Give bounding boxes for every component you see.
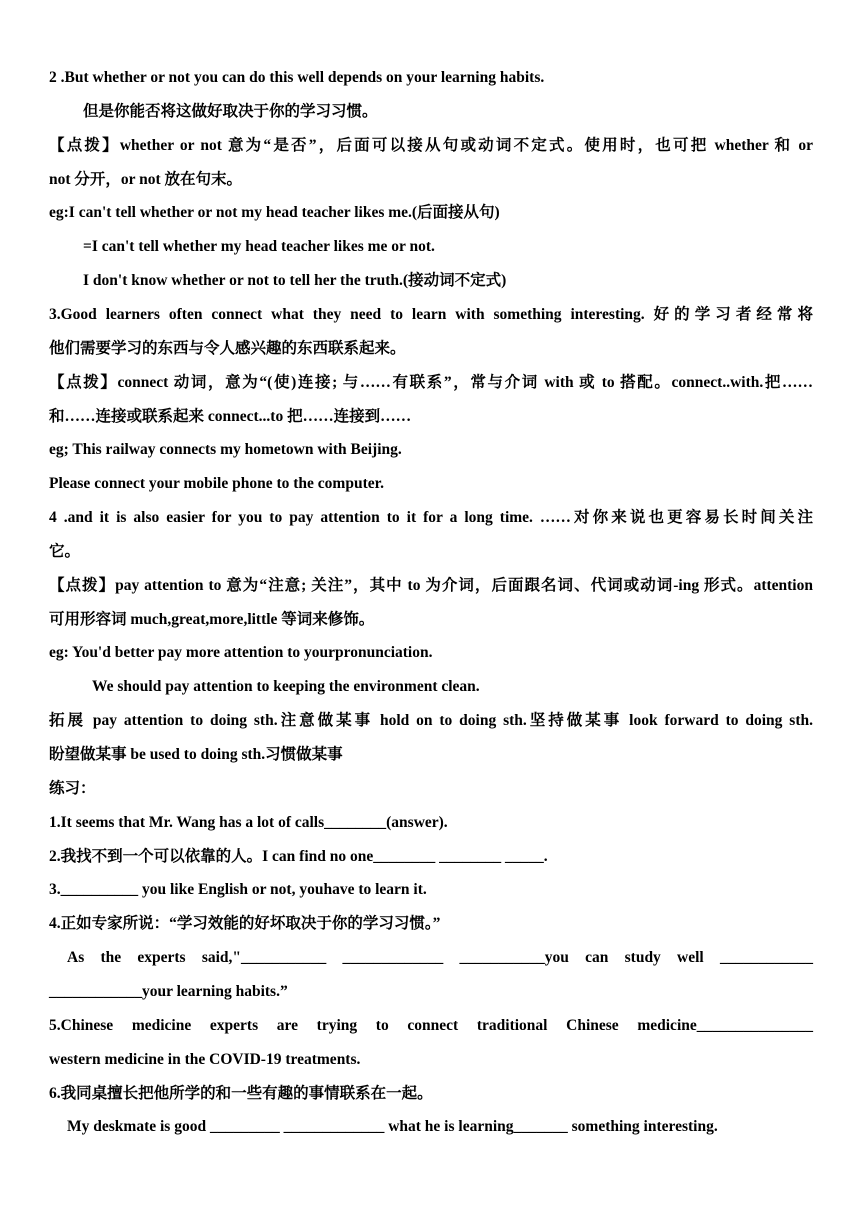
text-line: 5.Chinese medicine experts are trying to connect traditional Chinese medicine_______________ bbox=[49, 1017, 813, 1034]
text-line: not 分开，or not 放在句末。 bbox=[49, 171, 243, 188]
text-line: 【点拨】pay attention to 意为“注意; 关注”，其中 to 为介词，后面跟名词、代词或动词-ing 形式。attention bbox=[49, 577, 813, 594]
text-line: 但是你能否将这做好取决于你的学习习惯。 bbox=[83, 103, 378, 120]
text-line: 练习： bbox=[49, 780, 96, 797]
text-line: eg; This railway connects my hometown with Beijing. bbox=[49, 441, 402, 458]
text-line: 它。 bbox=[49, 543, 81, 560]
text-line: I don't know whether or not to tell her the truth.(接动词不定式) bbox=[83, 272, 507, 289]
text-line: western medicine in the COVID-19 treatments. bbox=[49, 1051, 361, 1068]
text-line: eg:I can't tell whether or not my head teacher likes me.(后面接从句) bbox=[49, 204, 500, 221]
text-line: 3.Good learners often connect what they need to learn with something interesting. 好的学习者经常将 bbox=[49, 306, 813, 323]
text-line: 他们需要学习的东西与令人感兴趣的东西联系起来。 bbox=[49, 340, 406, 357]
text-line: 和……连接或联系起来 connect...to 把……连接到…… bbox=[49, 408, 412, 425]
text-line: We should pay attention to keeping the environment clean. bbox=[92, 678, 480, 695]
text-line: eg: You'd better pay more attention to yourpronunciation. bbox=[49, 644, 433, 661]
text-line: ____________your learning habits.” bbox=[49, 983, 288, 1000]
text-line: My deskmate is good _________ _____________ what he is learning_______ something interesting. bbox=[67, 1118, 718, 1135]
text-line: 6.我同桌擅长把他所学的和一些有趣的事情联系在一起。 bbox=[49, 1085, 433, 1102]
text-line: As the experts said,"___________ _____________ ___________you can study well ____________ bbox=[67, 949, 813, 966]
text-line: 4.正如专家所说：“学习效能的好坏取决于你的学习习惯。” bbox=[49, 915, 441, 932]
text-line: 3.__________ you like English or not, youhave to learn it. bbox=[49, 881, 427, 898]
text-line: 2 .But whether or not you can do this well depends on your learning habits. bbox=[49, 69, 545, 86]
text-line: 盼望做某事 be used to doing sth.习惯做某事 bbox=[49, 746, 343, 763]
text-line: 可用形容词 much,great,more,little 等词来修饰。 bbox=[49, 611, 375, 628]
text-line: =I can't tell whether my head teacher likes me or not. bbox=[83, 238, 435, 255]
text-line: 拓展 pay attention to doing sth.注意做某事 hold on to doing sth.坚持做某事 look forward to doing sth. bbox=[49, 712, 813, 729]
text-line: 2.我找不到一个可以依靠的人。I can find no one________ ________ _____. bbox=[49, 848, 548, 865]
text-line: 4 .and it is also easier for you to pay attention to it for a long time. ……对你来说也更容易长时间关注 bbox=[49, 509, 813, 526]
text-line: 【点拨】whether or not 意为“是否”，后面可以接从句或动词不定式。使用时，也可把 whether 和 or bbox=[49, 137, 813, 154]
text-line: 【点拨】connect 动词，意为“(使)连接; 与……有联系”，常与介词 with 或 to 搭配。connect..with.把…… bbox=[49, 374, 813, 391]
text-line: 1.It seems that Mr. Wang has a lot of calls________(answer). bbox=[49, 814, 448, 831]
text-line: Please connect your mobile phone to the computer. bbox=[49, 475, 384, 492]
